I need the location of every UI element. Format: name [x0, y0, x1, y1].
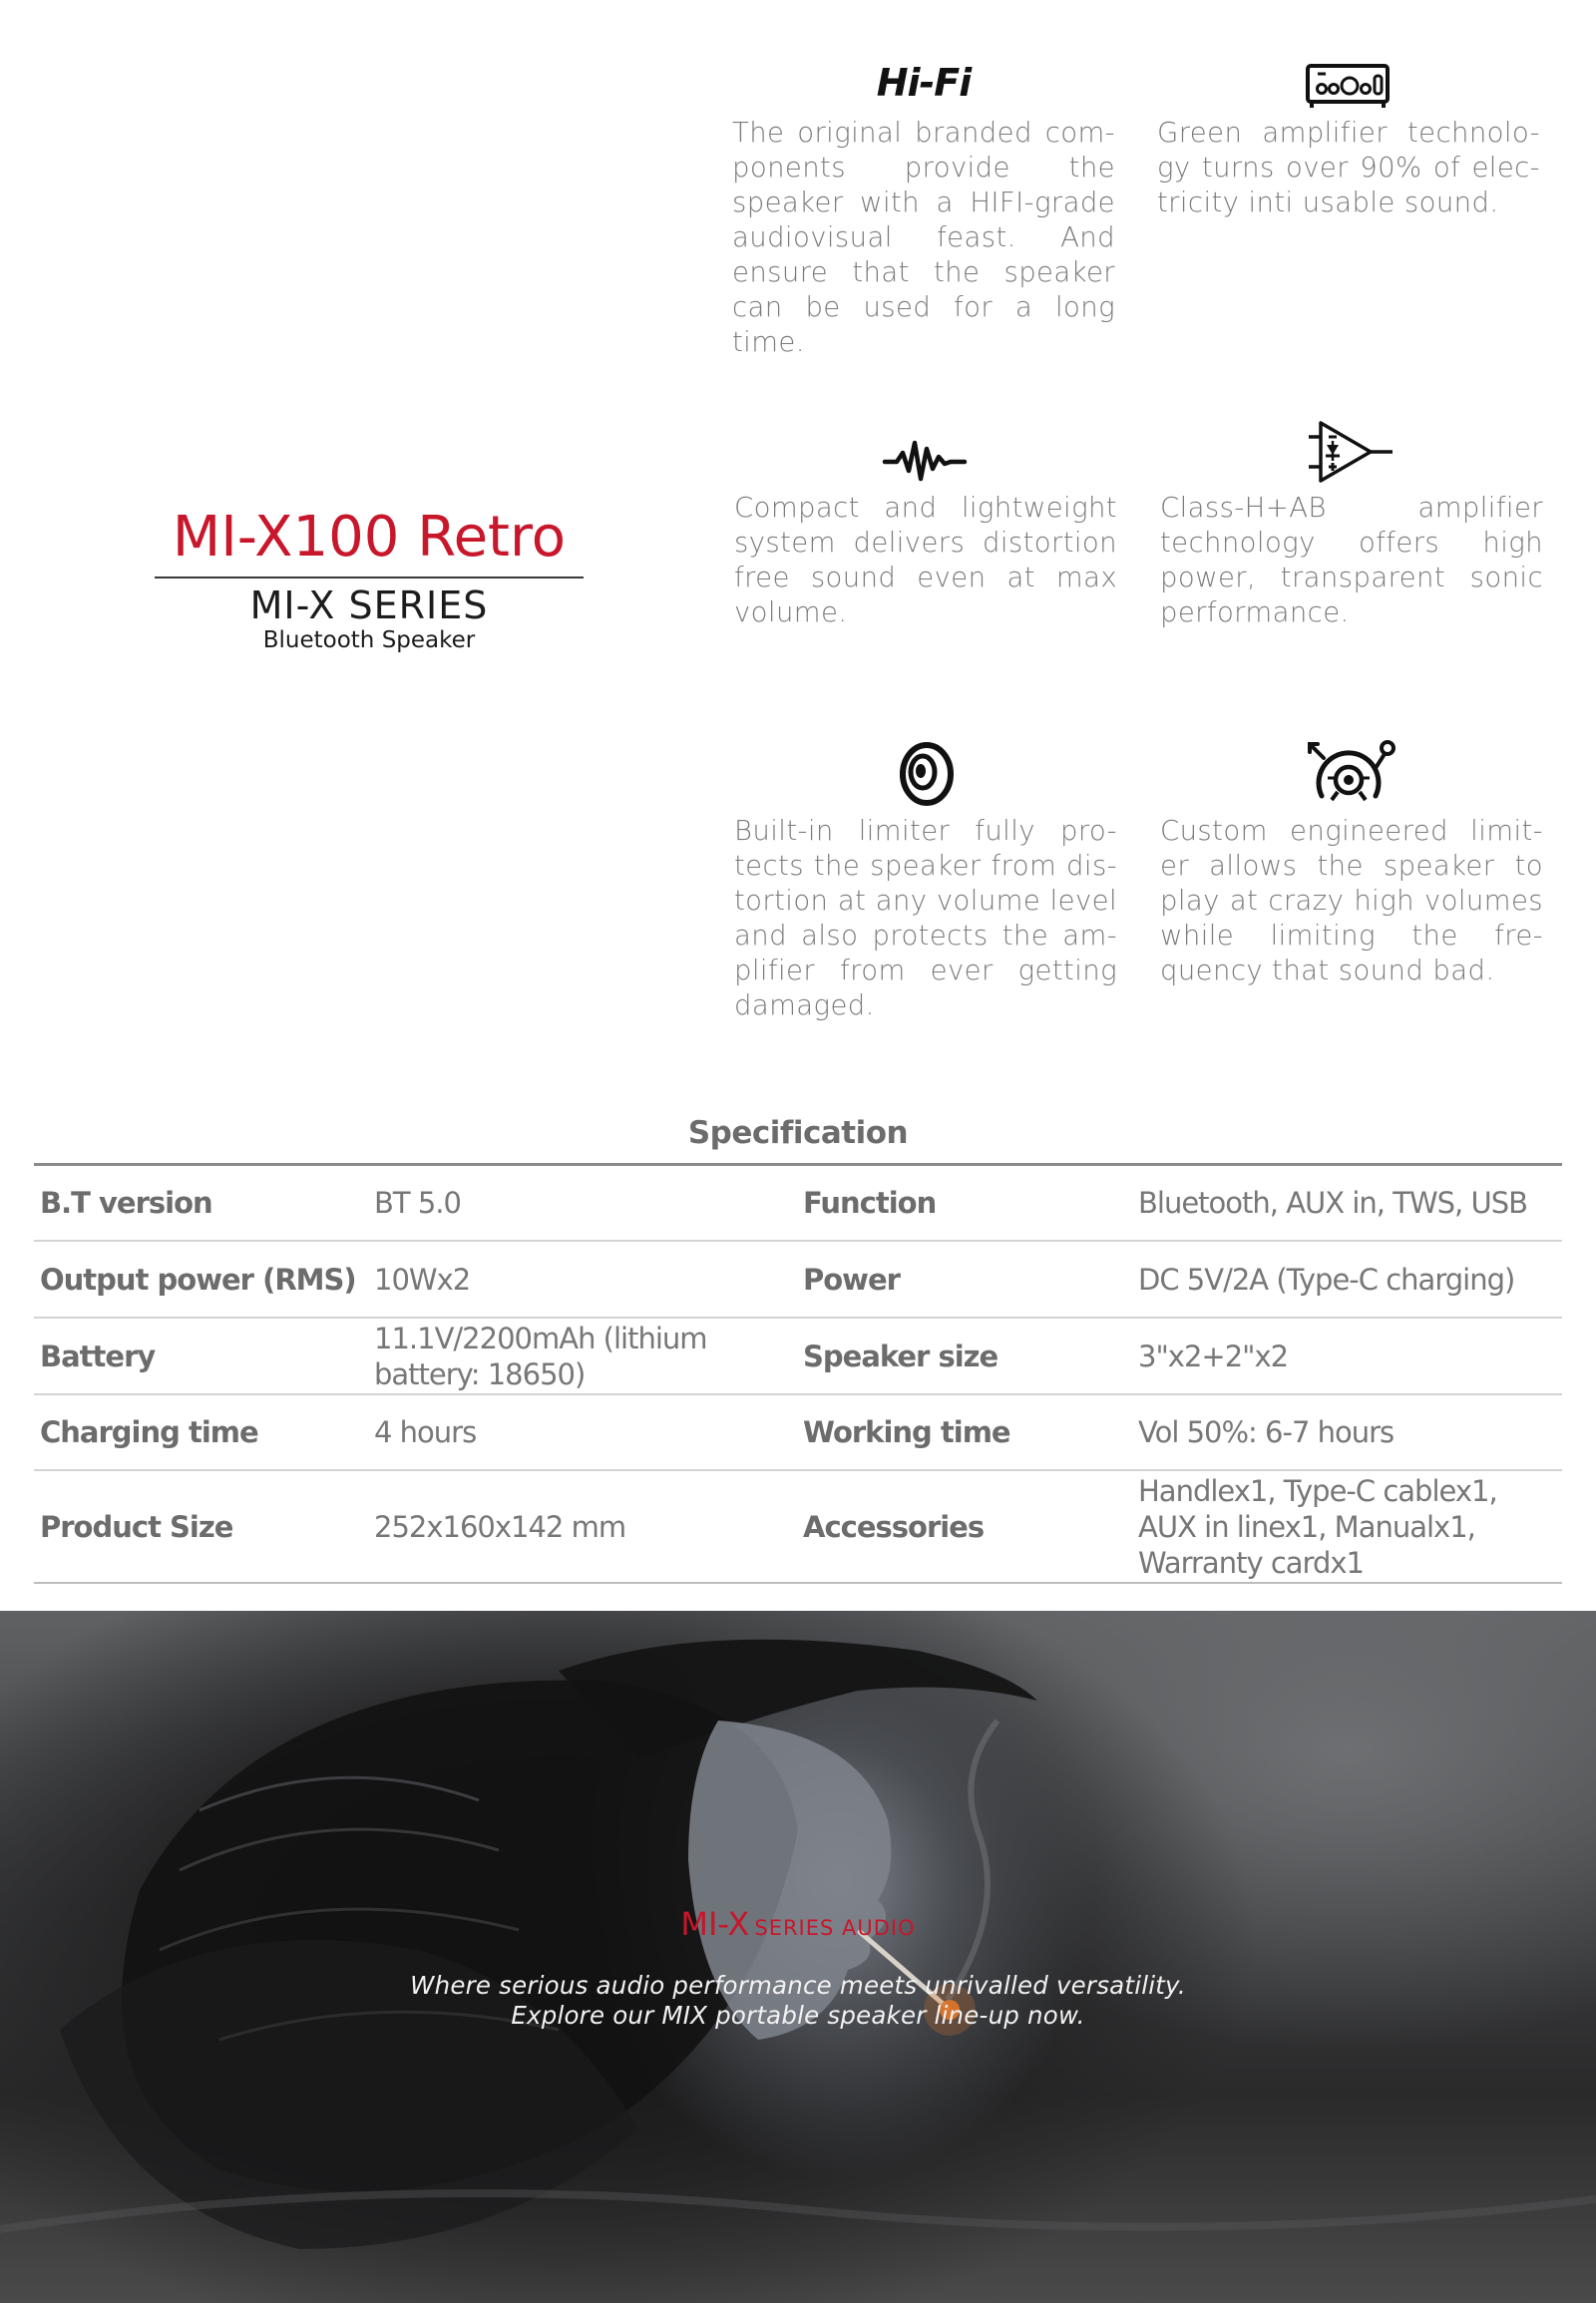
spec-label: Function	[803, 1186, 937, 1220]
op-amp-icon	[1160, 415, 1543, 485]
hifi-logo-icon: Hi-Fi	[876, 61, 972, 105]
feature-class-h-ab	[1160, 415, 1543, 630]
table-row	[34, 1242, 1562, 1319]
waveform-icon	[734, 415, 1117, 485]
product-title-block	[155, 507, 584, 655]
spec-title: Specification	[687, 1115, 909, 1151]
product-type: Bluetooth Speaker	[262, 627, 476, 654]
table-row	[34, 1319, 1562, 1395]
spec-label: Power	[803, 1262, 900, 1297]
banner-tagline-2: Explore our MIX portable speaker line-up now.	[511, 2001, 1085, 2030]
spec-label: Accessories	[803, 1509, 985, 1544]
spec-value: BT 5.0	[374, 1186, 461, 1220]
speaker-driver-icon	[734, 738, 1117, 808]
feature-text: The original branded com-ponents provide the speaker with a HIFI-grade audiovisual feast. And ensure that the speaker can be used for a long time.	[732, 117, 1115, 358]
banner-tagline-1: Where serious audio performance meets unrivalled versatility.	[410, 1971, 1186, 2000]
spec-table	[34, 1163, 1562, 1584]
feature-text: Compact and lightweight system delivers distortion free sound even at max volume.	[734, 492, 1117, 628]
volume-limiter-icon	[1160, 738, 1543, 808]
spec-value: 3"x2+2"x2	[1138, 1339, 1289, 1373]
brand-main: MI-X	[680, 1905, 750, 1943]
feature-text: Built-in limiter fully pro-tects the speaker from dis-tortion at any volume level and also protects the am-plifier from ever getting damaged.	[734, 815, 1117, 1021]
spec-value: Handlex1, Type-C cablex1, AUX in linex1, Manualx1, Warranty cardx1	[1138, 1473, 1497, 1580]
spec-value: Vol 50%: 6-7 hours	[1138, 1415, 1395, 1449]
spec-label: Charging time	[40, 1415, 258, 1449]
spec-value: 10Wx2	[374, 1262, 471, 1297]
product-series: MI-X SERIES	[249, 582, 489, 627]
table-row	[34, 1471, 1562, 1584]
spec-label: Product Size	[40, 1509, 233, 1544]
spec-label: Speaker size	[803, 1339, 998, 1373]
title-divider	[155, 576, 584, 578]
spec-value: 252x160x142 mm	[374, 1509, 626, 1544]
amplifier-icon	[1157, 40, 1540, 110]
product-name: MI-X100 Retro	[172, 505, 567, 570]
feature-text: Green amplifier technolo-gy turns over 90% of elec-tricity inti usable sound.	[1157, 117, 1540, 218]
banner-artwork	[0, 1611, 1596, 2303]
spec-label: B.T version	[40, 1186, 212, 1220]
spec-value: DC 5V/2A (Type-C charging)	[1138, 1262, 1515, 1297]
spec-label: Output power (RMS)	[40, 1262, 356, 1297]
feature-hifi	[732, 40, 1115, 360]
spec-label: Working time	[803, 1415, 1010, 1449]
feature-text: Class-H+AB amplifier technology offers high power, transparent sonic performance.	[1160, 492, 1543, 628]
spec-value: 11.1V/2200mAh (lithium battery: 18650)	[374, 1321, 707, 1391]
feature-compact	[734, 415, 1117, 630]
table-row	[34, 1395, 1562, 1471]
feature-text: Custom engineered limit-er allows the speaker to play at crazy high volumes while limiting the fre-quency that sound bad.	[1160, 815, 1543, 986]
brand-sub: SERIES AUDIO	[754, 1916, 916, 1940]
feature-custom-limiter	[1160, 738, 1543, 988]
table-row	[34, 1166, 1562, 1242]
artwork-illustration	[0, 1611, 1596, 2303]
banner-brand	[0, 1905, 1596, 1943]
spec-label: Battery	[40, 1339, 156, 1373]
feature-limiter-protection	[734, 738, 1117, 1023]
spec-value: Bluetooth, AUX in, TWS, USB	[1138, 1186, 1528, 1220]
spec-value: 4 hours	[374, 1415, 477, 1449]
feature-green-amplifier	[1157, 40, 1540, 220]
